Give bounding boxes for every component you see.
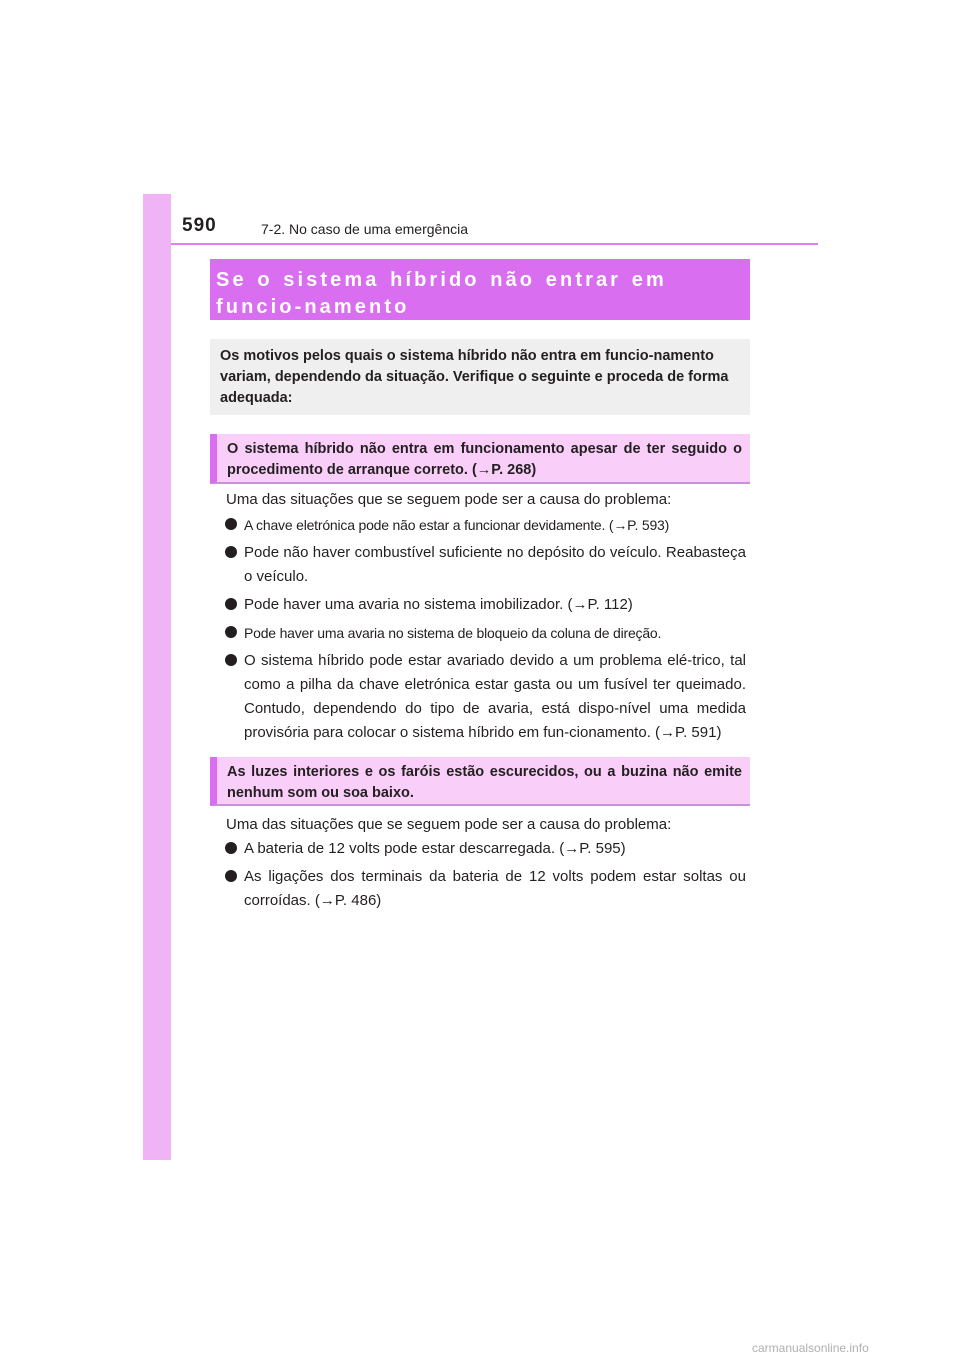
title-banner <box>210 259 750 320</box>
list-item <box>224 621 746 645</box>
list-item <box>224 649 746 745</box>
intro-text: Os motivos pelos quais o sistema híbrido não entra em funcio-namento variam, dependendo da situação. Verifique o seguinte e proceda de forma adequada: <box>220 348 729 406</box>
bullet-text: O sistema híbrido pode estar avariado devido a um problema elé-trico, tal como a pilha da chave eletrónica estar gasta ou um fusível ter queimado. Contudo, dependendo do tipo de avaria, está dispo-nível uma medida provisória para colocar o sistema híbrido em fun-cionamento. (→P. 591) <box>244 652 746 741</box>
lead-text-2: Uma das situações que se seguem pode ser a causa do problema: <box>226 816 672 833</box>
bullet-text: Pode haver uma avaria no sistema imobilizador. (→P. 112) <box>244 596 633 613</box>
bullet-text: A chave eletrónica pode não estar a funcionar devidamente. (→P. 593) <box>244 517 670 533</box>
bullet-dot-icon <box>225 518 237 530</box>
bullet-list-2 <box>224 837 746 917</box>
lead-text-1: Uma das situações que se seguem pode ser a causa do problema: <box>226 491 672 508</box>
subheading-1: O sistema híbrido não entra em funcionamento apesar de ter seguido o procedimento de arranque correto. (→P. 268) <box>227 441 742 478</box>
bullet-text: Pode não haver combustível suficiente no depósito do veículo. Reabasteça o veículo. <box>244 544 746 585</box>
list-item <box>224 513 746 537</box>
subheading-2: As luzes interiores e os faróis estão escurecidos, ou a buzina não emite nenhum som ou soa baixo. <box>227 764 742 801</box>
bullet-dot-icon <box>225 626 237 638</box>
subheading-box-1 <box>210 434 750 484</box>
list-item <box>224 865 746 913</box>
bullet-dot-icon <box>225 598 237 610</box>
bullet-dot-icon <box>225 546 237 558</box>
page-title: Se o sistema híbrido não entrar em funcio-namento <box>216 269 667 318</box>
page-number: 590 <box>182 215 217 236</box>
bullet-dot-icon <box>225 842 237 854</box>
bullet-list-1 <box>224 513 746 749</box>
bullet-dot-icon <box>225 654 237 666</box>
list-item <box>224 541 746 589</box>
bullet-text: Pode haver uma avaria no sistema de bloqueio da coluna de direção. <box>244 625 662 641</box>
subheading-box-2 <box>210 757 750 806</box>
intro-box <box>210 339 750 415</box>
bullet-dot-icon <box>225 870 237 882</box>
bullet-text: As ligações dos terminais da bateria de 12 volts podem estar soltas ou corroídas. (→P. 486) <box>244 868 746 909</box>
list-item <box>224 837 746 861</box>
side-strip <box>143 194 171 1160</box>
header-rule <box>171 243 818 245</box>
section-name: 7-2. No caso de uma emergência <box>261 221 468 237</box>
bullet-text: A bateria de 12 volts pode estar descarregada. (→P. 595) <box>244 840 626 857</box>
footer-watermark: carmanualsonline.info <box>752 1341 869 1355</box>
list-item <box>224 593 746 617</box>
